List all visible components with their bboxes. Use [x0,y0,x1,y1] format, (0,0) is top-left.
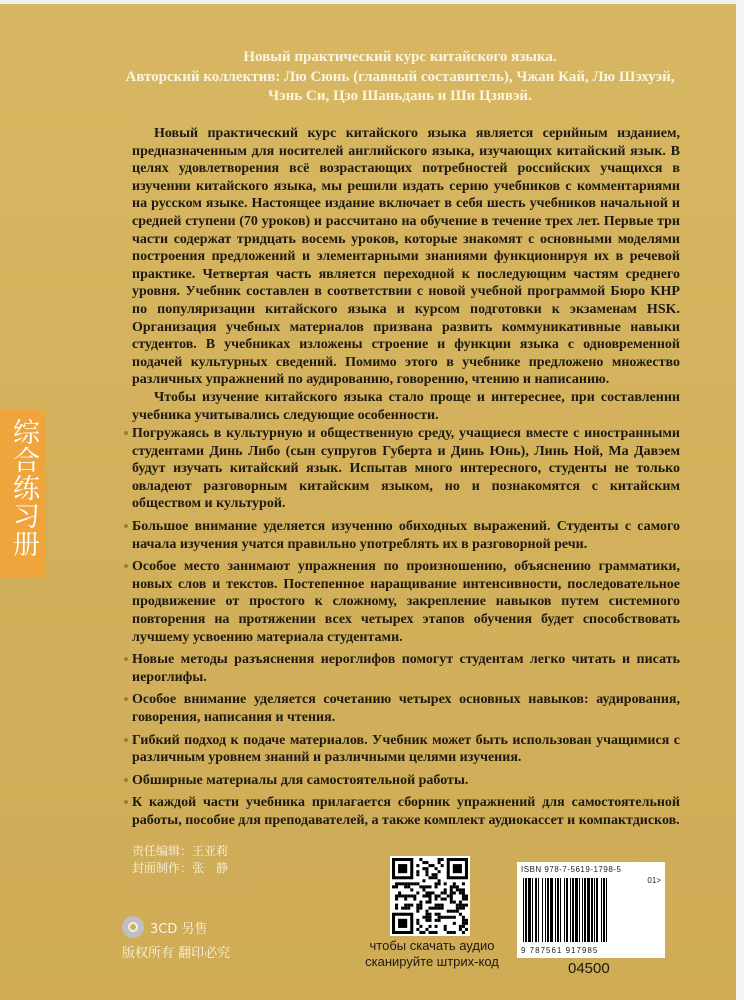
workbook-label-text: 综合练习册 [8,418,39,558]
editor-credit [132,843,228,860]
feature-item: Новые методы разъяснения иероглифов помогут студентам легко читать и писать иероглифы. [132,652,680,685]
barcode-icon [521,878,639,944]
cd-disc-icon [122,916,144,938]
feature-item: Гибкий подход к подаче материалов. Учебник может быть использован учащимися с различным уровнем знаний и различными целями изучения. [132,732,680,766]
authors-line: Авторский коллектив: Лю Сюнь (главный составитель), Чжан Кай, Лю Шэхуэй, Чэнь Си, Цзо Шаньдань и Ши Цзявэй. [125,68,675,104]
cover-header [120,48,680,107]
feature-item: К каждой части учебника прилагается сборник упражнений для самостоятельной работы, пособие для преподавателей, а также комплект аудиокассет и компактдисков. [132,795,680,828]
isbn-number: ISBN 978-7-5619-1798-5 [521,865,622,874]
workbook-label-tab [0,410,46,578]
cd-note [122,915,208,939]
isbn-barcode [517,862,665,958]
intro-paragraph-1: Новый практический курс китайского языка является серийным изданием, предназначенным для носителей английского языка, изучающих китайский язык. В целях удовлетворения всё возрастающих потребностей российских учащихся в изучении китайского языка, мы решили издать серию учебников с комментариями на русском языке. Настоящее издание включает в себя шесть учебников начальной и средней ступени (70 уроков) и рассчитано на обучение в течение трех лет. Первые три части содержат тридцать восемь уроков, которые знакомят с основными моделями построения предложений и элементарными знаниями функционируя их в речевой практике. Четвертая часть является переходной к последующим частям среднего уровня. Учебник составлен в соответствии с новой учебной программой Бюро КНР по популяризации китайского языка и курсом подготовки к экзаменам HSK. Организация учебных материалов призвана развить коммуникативные навыки студентов. В учебниках изложены строение и функции языка с одновременной подачей культурных сведений. Помимо этого в учебнике предложено множество различных упражнений по аудированию, говорению, чтению и написанию. [132,126,680,388]
credits-block [132,843,228,877]
cover-design-name: 张 静 [192,861,229,875]
editor-label: 责任编辑： [132,844,193,858]
price-code: 04500 [568,960,610,977]
feature-item: Большое внимание уделяется изучению обиходных выражений. Студенты с самого начала изучения учатся правильно употреблять их в разговорной речи. [132,519,680,552]
qr-caption [362,938,502,970]
intro-paragraph-2: Чтобы изучение китайского языка стало проще и интереснее, при составлении учебника учитывались следующие особенности. [132,389,680,423]
features-list [132,425,680,829]
qr-caption-line-1: чтобы скачать аудио [369,938,495,953]
qr-code-icon [392,858,468,934]
feature-item: Погружаясь в культурную и общественную среду, учащиеся вместе с иностранными студентами Динь Либо (сын супругов Губерта и Динь Юнь), Линь Ной, Ма Давэем будут изучать китайский язык. Испытав много интересного, студенты не только овладеют разговорным китайским языком, но и познакомятся с китайским обществом и культурой. [132,426,680,512]
qr-caption-line-2: сканируйте штрих-код [365,954,499,969]
isbn-digits: 9 787561 917985 [521,946,599,955]
feature-item: Особое место занимают упражнения по произношению, объяснению грамматики, новых слов и текстов. Постепенное наращивание интенсивности, последовательное продвижение от простого к сложному, закрепление навыков путем системного повторения на протяжении всех четырех этапов обучения будет способствовать лучшему усвоению материала студентами. [132,559,680,645]
copyright-note: 版权所有 翻印必究 [122,946,231,961]
description-text [132,125,680,830]
book-title: Новый практический курс китайского языка. [243,49,557,65]
isbn-addon: 01> [647,876,661,885]
feature-item: Особое внимание уделяется сочетанию четырех основных навыков: аудирования, говорения, написания и чтения. [132,692,680,725]
feature-item: Обширные материалы для самостоятельной работы. [132,772,680,790]
editor-name: 王亚莉 [192,844,229,858]
qr-code[interactable] [390,856,470,936]
cover-design-label: 封面制作： [132,861,193,875]
cover-credit [132,860,228,877]
cd-note-text: 3CD 另售 [150,921,208,937]
